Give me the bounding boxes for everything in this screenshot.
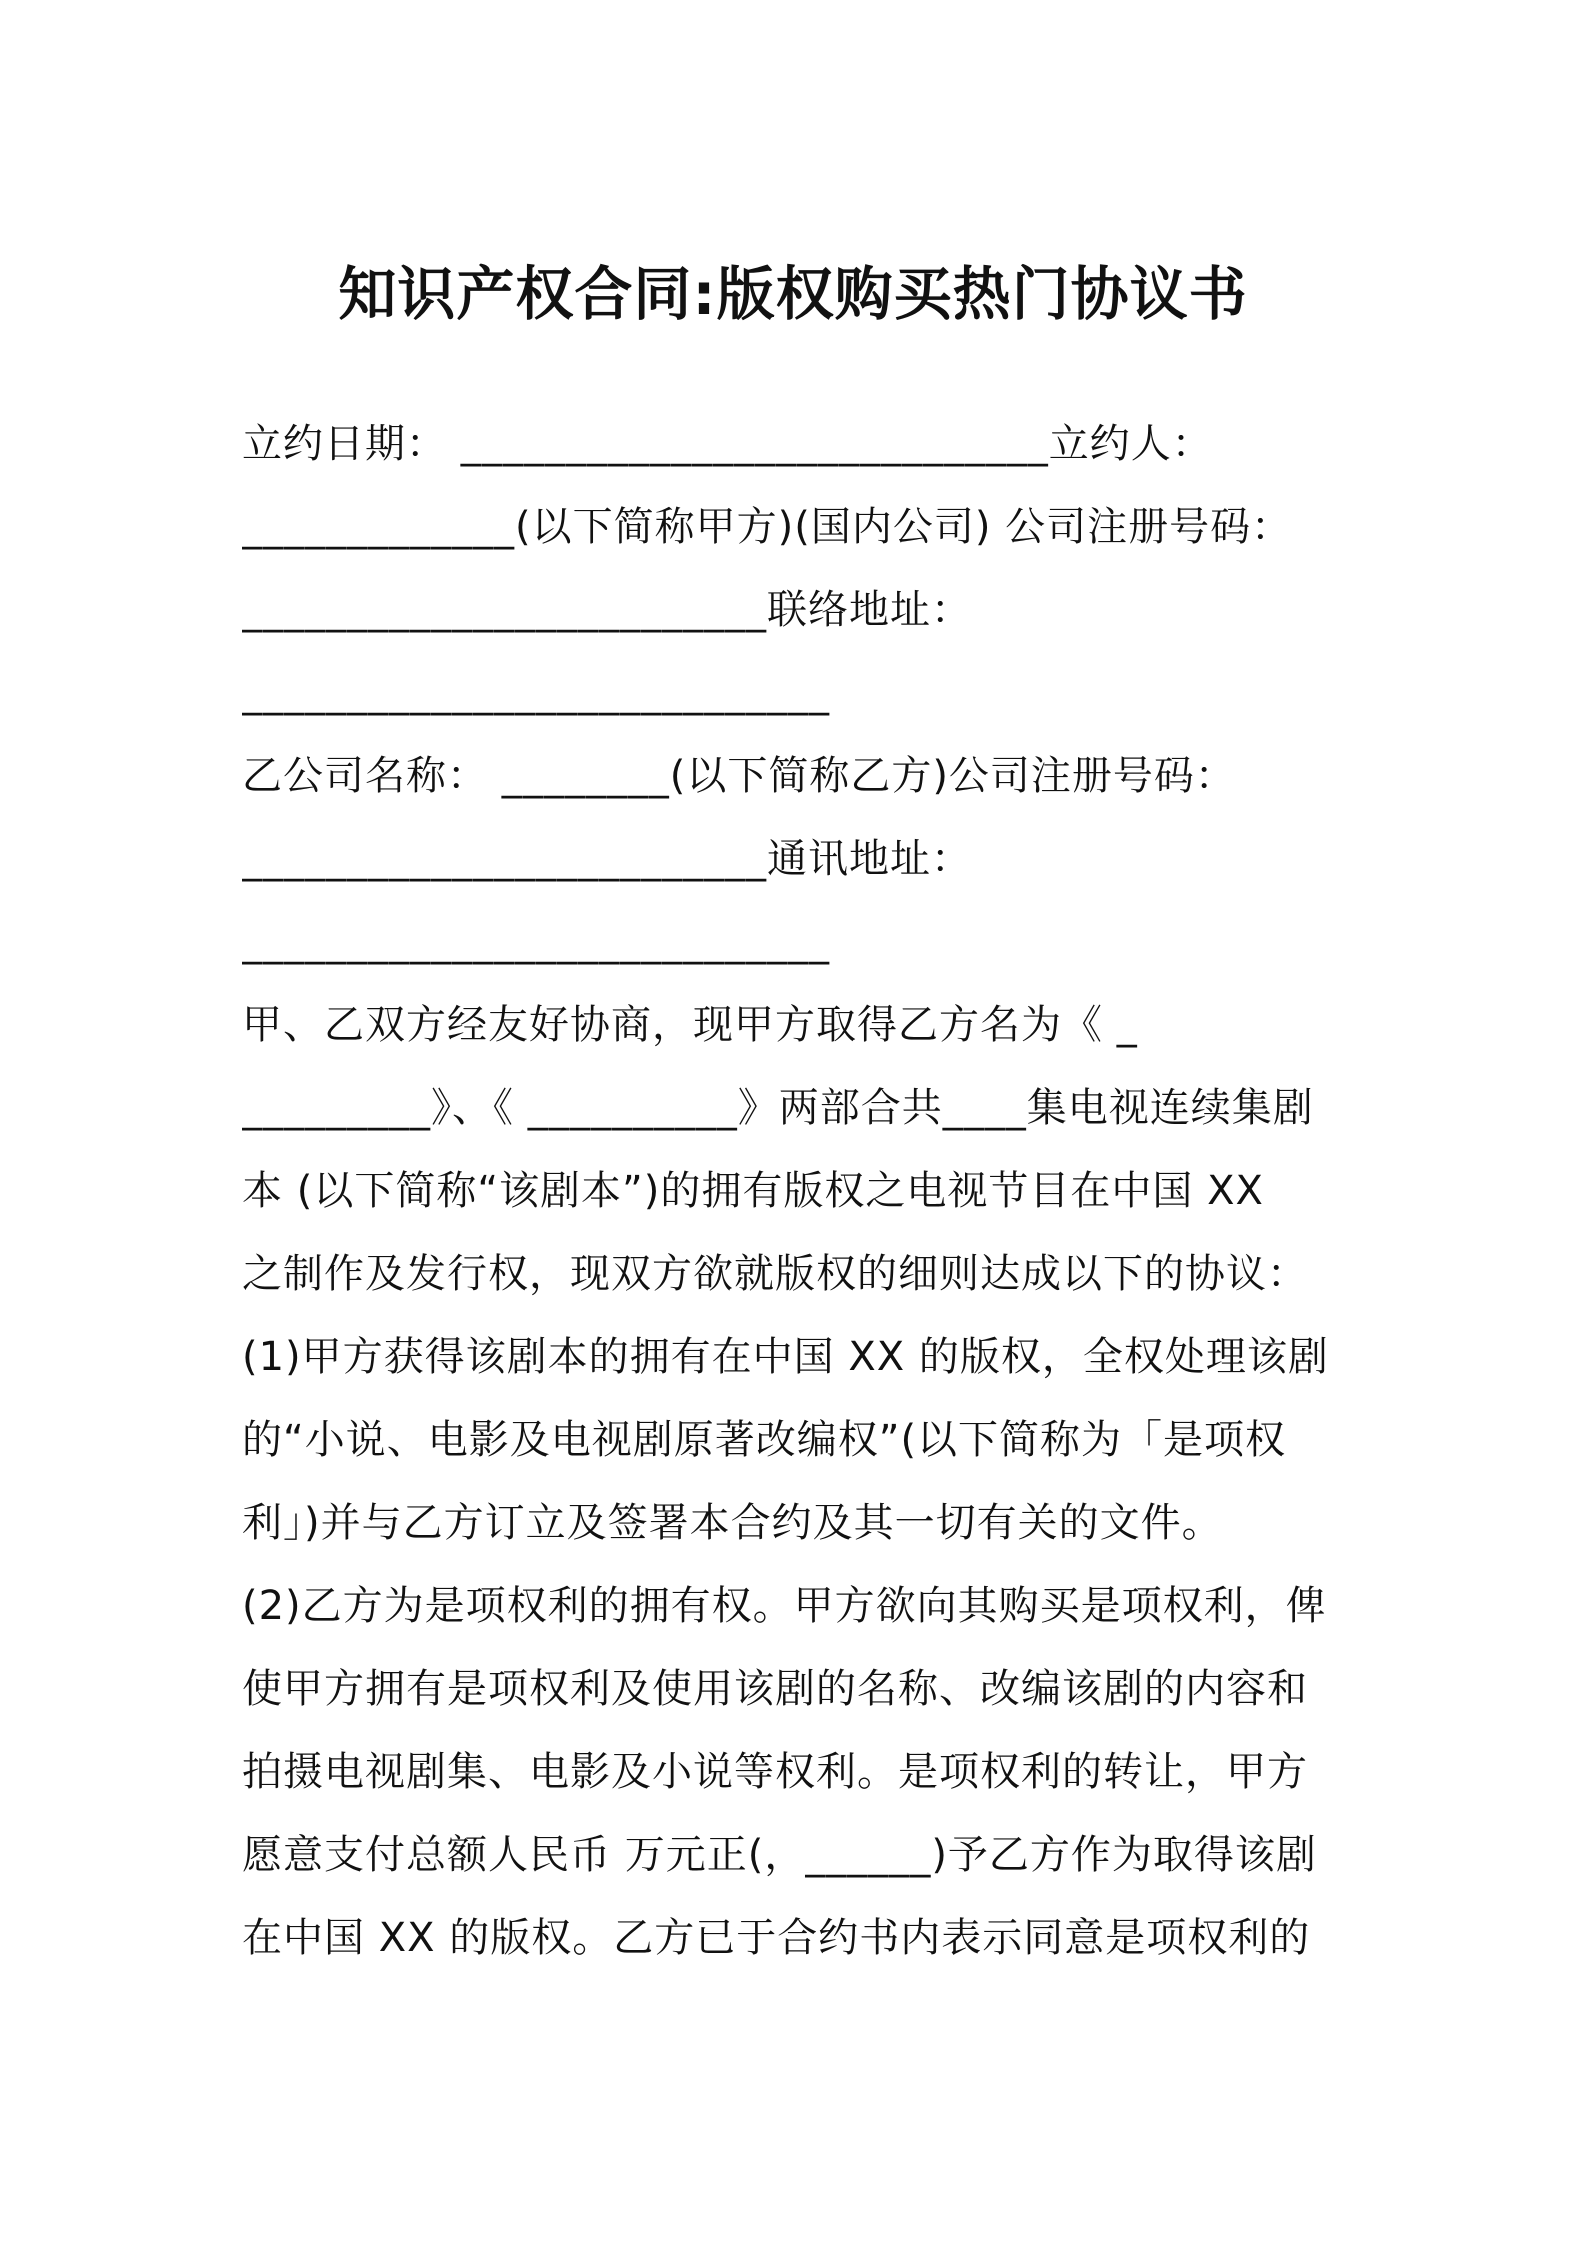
body-line: _____________(以下简称甲方)(国内公司) 公司注册号码： xyxy=(242,504,1293,550)
body-line: (2)乙方为是项权利的拥有权。甲方欲向其购买是项权利，俾 xyxy=(242,1583,1327,1629)
body-line: 立约日期： ____________________________立约人： xyxy=(242,421,1213,467)
body-line: 使甲方拥有是项权利及使用该剧的名称、改编该剧的内容和 xyxy=(242,1666,1308,1712)
document-title: 知识产权合同:版权购买热门协议书 xyxy=(338,260,1248,328)
body-line: 甲、乙双方经友好协商，现甲方取得乙方名为《 _ xyxy=(242,1002,1138,1048)
body-line: 在中国 XX 的版权。乙方已于合约书内表示同意是项权利的 xyxy=(242,1915,1311,1961)
body-line: 本 (以下简称“该剧本”)的拥有版权之电视节目在中国 XX xyxy=(242,1168,1264,1214)
body-line: ____________________________ xyxy=(242,919,830,965)
body-line: 的“小说、电影及电视剧原著改编权”(以下简称为「是项权 xyxy=(242,1417,1287,1463)
body-line: (1)甲方获得该剧本的拥有在中国 XX 的版权，全权处理该剧 xyxy=(242,1334,1329,1380)
body-line: 愿意支付总额人民币 万元正(，______)予乙方作为取得该剧 xyxy=(242,1832,1317,1878)
body-line: ____________________________ xyxy=(242,670,830,716)
body-line: _________》、《 __________》两部合共____集电视连续集剧 xyxy=(242,1085,1314,1131)
body-line: _________________________通讯地址： xyxy=(242,836,972,882)
body-line: 之制作及发行权，现双方欲就版权的细则达成以下的协议： xyxy=(242,1251,1308,1297)
body-line: 利」)并与乙方订立及签署本合约及其一切有关的文件。 xyxy=(242,1500,1223,1546)
body-line: 拍摄电视剧集、电影及小说等权利。是项权利的转让，甲方 xyxy=(242,1749,1308,1795)
body-line: _________________________联络地址： xyxy=(242,587,972,633)
body-line: 乙公司名称： ________(以下简称乙方)公司注册号码： xyxy=(242,753,1236,799)
